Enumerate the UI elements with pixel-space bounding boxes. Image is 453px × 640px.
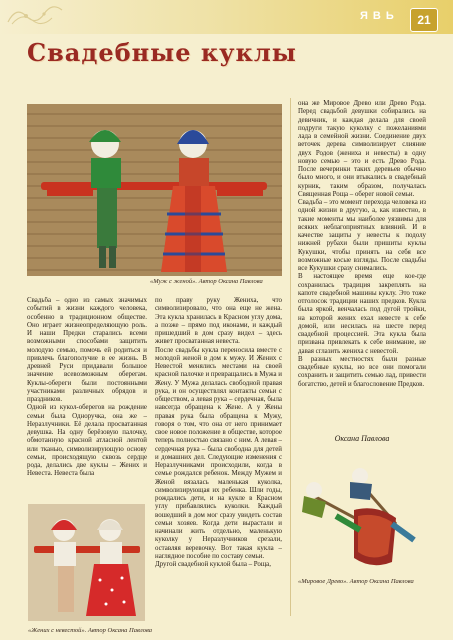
photo-caption: «Мировое Древо». Автор Оксана Павлова	[298, 578, 414, 585]
page-number: 21	[410, 8, 438, 32]
author-signature: Оксана Павлова	[334, 434, 390, 443]
article-text-column-1: Свадьба – одно из самых значимых событий в жизни каждого человека, особенно в традиционном обществе. Оно играет жизнеопределяющую роль. И наши Предки старались всеми возможными способами защитить молодую семью, помочь ей родиться и привлечь благополучие в ее жизнь. В древней Руси придавали большое значение всевозможным оберегам. Куклы-обереги были постоянными участниками различных обрядов и праздников. Одной из кукол-оберегов на рождение семьи была Одноручка, она же – Неразлучники. Её делала просватанная девушка. На одну берёзовую палочку, обмотанную красной атласной лентой или тканью, символизирующую основу семьи, происходящую сквозь сердце рода, делались две куклы – Жених и Невеста. Невеста была	[27, 297, 147, 478]
photo-husband-wife-dolls	[27, 104, 282, 276]
photo-world-tree-doll	[296, 454, 426, 574]
article-title: Свадебные куклы	[27, 38, 297, 67]
article-text-column-3: она же Мировое Древо или Древо Рода. Перед свадьбой девушки собирались на девичник, и каждая делала для своей подруги такую куколку с пожеланиями лада в семейной жизни. Соединение двух веточек дерева символизирует слияние двух Родов (жениха и невесты) в одну новую семью – это и есть Древо Рода. После вечеринки таких деревьев обычно было много, и они втыкались в свадебный курник, таким образом, получалась Священная Роща – оберег новой семьи. Свадьба – это момент перехода человека из одной жизни в другую, а, как известно, в такие моменты мы наиболее уязвимы для всяких неблагоприятных влияний. И в качестве защиты у невесты к подолу нижней рубахи были пришиты куклы Кукушки, чтобы принять на себя все возможные косые взгляды. После свадьбы все Кукушки сразу снимались. В настоящее время еще кое-где сохранилась традиция закреплять на капоте свадебной машины куклу. Это тоже отголосок традиции наших предков. Кукла была яркой, венчалась под дугой тройки, на которой жених ехал невесте к себе домой, или несилась на шесте перед свадебной процессией. Эта кукла была призвана привлекать к себе внимание, не давая сглазить жениха с невестой. В разных местностях были разные свадебные куклы, но все они помогали сохранить и защитить семью лад, привести богатство, детей и благословение Предков.	[298, 100, 426, 388]
photo-caption: «Жених с невестой». Автор Оксана Павлова	[28, 627, 153, 634]
ornament-decoration	[6, 4, 64, 26]
photo-caption: «Муж с женой». Автор Оксана Павлова	[150, 278, 263, 285]
column-divider	[290, 98, 291, 616]
photo-bride-groom-dolls	[28, 504, 145, 621]
article-text-column-2: по праву руку Жениха, что символизировало, что она еще не жена. Эта кукла хранилась в Красном углу дома, а позже – прямо под иконами, и каждый пришедший в дом сразу видел – здесь живет просватанная невеста. После свадьбы кукла переносила вместе с молодой женой в дом к мужу. И Жених с Невестой менялись местами на своей красной палочке и превращались в Мужа и Жену. У Мужа делалась свободной правая рука, и он осуществлял контакты семьи с обществом, а левая рука – сердечная, была навсегда обращена к Жене. А у Жены правая рука была обращена к Мужу, говоря о том, что она от него принимает свое новое положение в обществе, которое теперь полностью связано с ним. А левая – сердечная рука – была свободна для детей и домашних дел. Следующие изменения с Неразлучниками происходили, когда в семье рождался ребенок. Между Мужем и Женой вязалась маленькая куколка, символизирующая их ребенка. Шли годы, рождались дети, и на кукле в Красном углу прибавлялись куколки. Каждый вошедший в дом мог сразу увидеть состав семьи хозяев. Когда дети вырастали и начинали жить отдельно, маленькую куколку у Неразлучников срезали, оставляя веревочку. Вот такая кукла – наглядное пособие по составу семьи. Другой свадебной куклой была – Роща,	[155, 297, 282, 568]
section-label: ЯВЬ	[360, 10, 399, 22]
